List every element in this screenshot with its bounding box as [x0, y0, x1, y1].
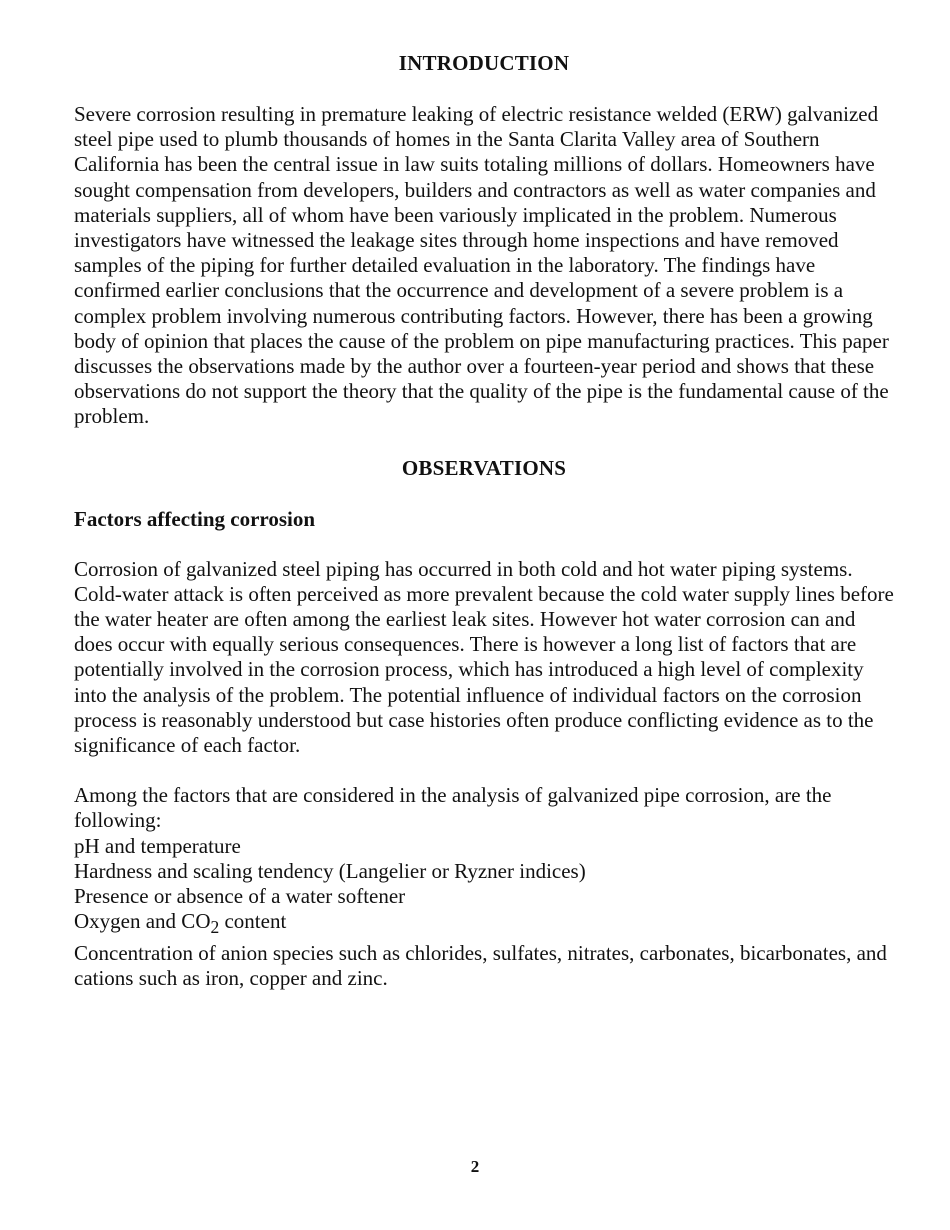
factor-item-water-softener: Presence or absence of a water softener — [74, 884, 406, 909]
co2-subscript: 2 — [210, 917, 220, 938]
introduction-paragraph: Severe corrosion resulting in premature leaking of electric resistance welded (ERW) galvanized steel pipe used to plumb thousands of homes in the Santa Clarita Valley area of Southern California has been the central issue in law suits totaling millions of dollars. Homeowners have sought compensation from developers, builders and contractors as well as water companies and materials suppliers, all of whom have been variously implicated in the problem. Numerous investigators have witnessed the leakage sites through home inspections and have removed samples of the piping for further detailed evaluation in the laboratory. The findings have confirmed earlier conclusions that the occurrence and development of a severe problem is a complex problem involving numerous contributing factors. However, there has been a growing body of opinion that places the cause of the problem on pipe manufacturing practices. This paper discusses the observations made by the author over a fourteen-year period and shows that these observations do not support the theory that the quality of the pipe is the fundamental cause of the problem. — [74, 102, 889, 429]
factors-list — [74, 834, 894, 991]
introduction-heading: INTRODUCTION — [398, 51, 570, 75]
factor-item-ph-temperature: pH and temperature — [74, 833, 241, 858]
document-page — [74, 50, 894, 991]
factor-item-oxygen-co2-suffix: content — [219, 909, 287, 934]
observations-heading: OBSERVATIONS — [401, 455, 567, 480]
page-number: 2 — [470, 1157, 480, 1176]
factor-item-ion-concentration: Concentration of anion species such as chlorides, sulfates, nitrates, carbonates, bicarbonates, and cations such as iron, copper and zinc. — [74, 940, 887, 990]
factors-subheading: Factors affecting corrosion — [74, 506, 316, 531]
factor-item-hardness: Hardness and scaling tendency (Langelier or Ryzner indices) — [74, 858, 586, 883]
observations-paragraph-2: Among the factors that are considered in the analysis of galvanized pipe corrosion, are the following: — [74, 783, 832, 833]
observations-paragraph-1: Corrosion of galvanized steel piping has occurred in both cold and hot water piping systems. Cold-water attack is often perceived as more prevalent because the cold water supply lines before the water heater are often among the earliest leak sites. However hot water corrosion can and does occur with equally serious consequences. There is however a long list of factors that are potentially involved in the corrosion process, which has introduced a high level of complexity into the analysis of the problem. The potential influence of individual factors on the corrosion process is reasonably understood but case histories often produce conflicting evidence as to the significance of each factor. — [74, 556, 894, 758]
factor-item-oxygen-co2 — [74, 909, 894, 940]
factor-item-oxygen-co2-prefix: Oxygen and CO — [74, 909, 211, 934]
